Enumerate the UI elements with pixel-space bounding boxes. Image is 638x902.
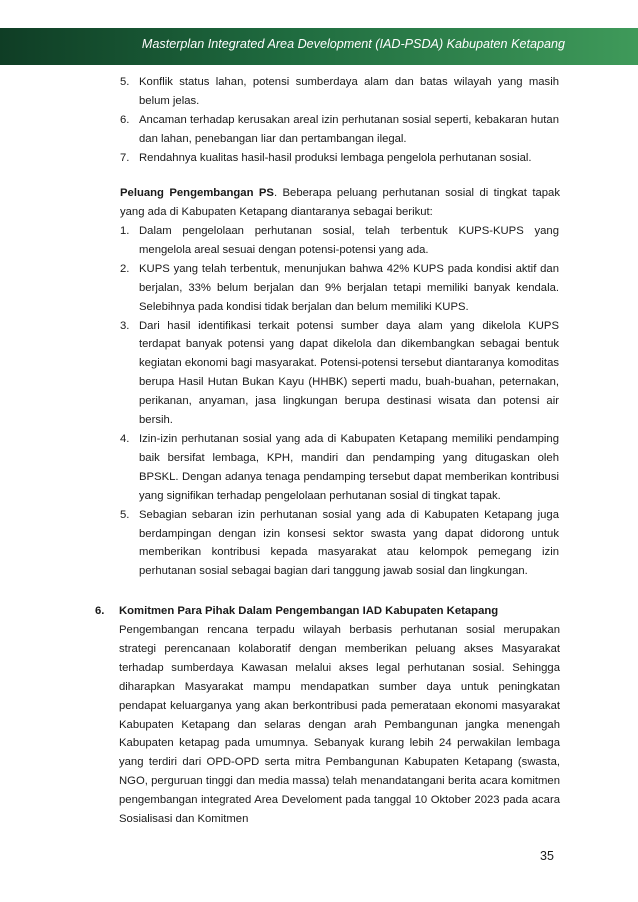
page-number: 35 [540,849,554,863]
list-item: 1. Dalam pengelolaan perhutanan sosial, telah terbentuk KUPS-KUPS yang mengelola areal sesuai dengan potensi-potensi yang ada. [120,225,559,256]
constraints-list [0,73,638,168]
list-item: 6. Ancaman terhadap kerusakan areal izin perhutanan sosial seperti, kebakaran hutan dan lahan, penebangan liar dan pertambangan ilegal. [120,113,559,145]
section-body: Pengembangan rencana terpadu wilayah berbasis perhutanan sosial merupakan strategi perencanaan kolaboratif dengan memberikan peluang akses Masyarakat terhadap sumberdaya Kawasan melalui akses legal perhutanan sosial. Sehingga diharapkan Masyarakat mampu mendapatkan sumber daya untuk peningkatan pendapat keluarganya yang akan berkontribusi pada pemerataan ekonomi masyarakat Kabupaten Ketapang dan selaras dengan arah Pembangunan jangka menengah Kabupaten ketapag pada umumnya. Sebanyak kurang lebih 24 perwakilan lembaga yang terdiri dari OPD-OPD serta mitra Pembangunan Kabupaten Ketapang (swasta, NGO, perguruan tinggi dan media massa) telah menandatangani berita acara komitmen pengembangan integrated Area Develoment pada tanggal 10 Oktober 2023 pada acara Sosialisasi dan Komitmen [119,624,560,826]
list-item: 3. Dari hasil identifikasi terkait potensi sumber daya alam yang dikelola KUPS terdapat banyak potensi yang dapat dikelola dan dikembangkan sebagai bentuk kegiatan ekonomi bagi masyarakat. Potensi-potensi tersebut diantaranya komoditas berupa Hasil Hutan Bukan Kayu (HHBK) seperti madu, buah-buahan, peternakan, perikanan, anyaman, jasa lingkungan berupa destinasi wisata dan potensi air bersih. [120,319,559,427]
list-item: 5. Sebagian sebaran izin perhutanan sosial yang ada di Kabupaten Ketapang juga berdampingan dengan izin konsesi sektor swasta yang dapat didorong untuk memberikan kontribusi kepada masyarakat atau kelompok pemegang izin perhutanan sosial sebagai bagian dari tanggung jawab sosial dan lingkungan. [120,508,559,578]
header-title: Masterplan Integrated Area Development (IAD-PSDA) Kabupaten Ketapang [141,37,565,51]
list-item: 2. KUPS yang telah terbentuk, menunjukan bahwa 42% KUPS pada kondisi aktif dan berjalan, 33% belum berjalan dan 9% berjalan tetapi memiliki banyak kendala. Selebihnya pada kondisi tidak berjalan dan belum memiliki KUPS. [120,262,559,313]
peluang-title: Peluang Pengembangan PS [120,187,274,199]
list-item: 4. Izin-izin perhutanan sosial yang ada di Kabupaten Ketapang memiliki pendamping baik bersifat lembaga, KPH, mandiri dan pendamping yang ditugaskan oleh BPSKL. Dengan adanya tenaga pendamping tersebut dapat memberikan kontribusi yang signifikan terhadap pengelolaan perhutanan sosial di tingkat tapak. [120,432,559,502]
section-heading: 6. Komitmen Para Pihak Dalam Pengembangan IAD Kabupaten Ketapang [95,605,499,617]
list-item: 7. Rendahnya kualitas hasil-hasil produksi lembaga pengelola perhutanan sosial. [120,151,532,164]
opportunities-list [0,222,638,581]
list-item: 5. Konflik status lahan, potensi sumberdaya alam dan batas wilayah yang masih belum jelas. [120,76,559,107]
page-header-banner [0,28,638,65]
peluang-intro: Peluang Pengembangan PS. Beberapa peluang perhutanan sosial di tingkat tapak yang ada di Kabupaten Ketapang diantaranya sebagai berikut: [120,187,560,218]
